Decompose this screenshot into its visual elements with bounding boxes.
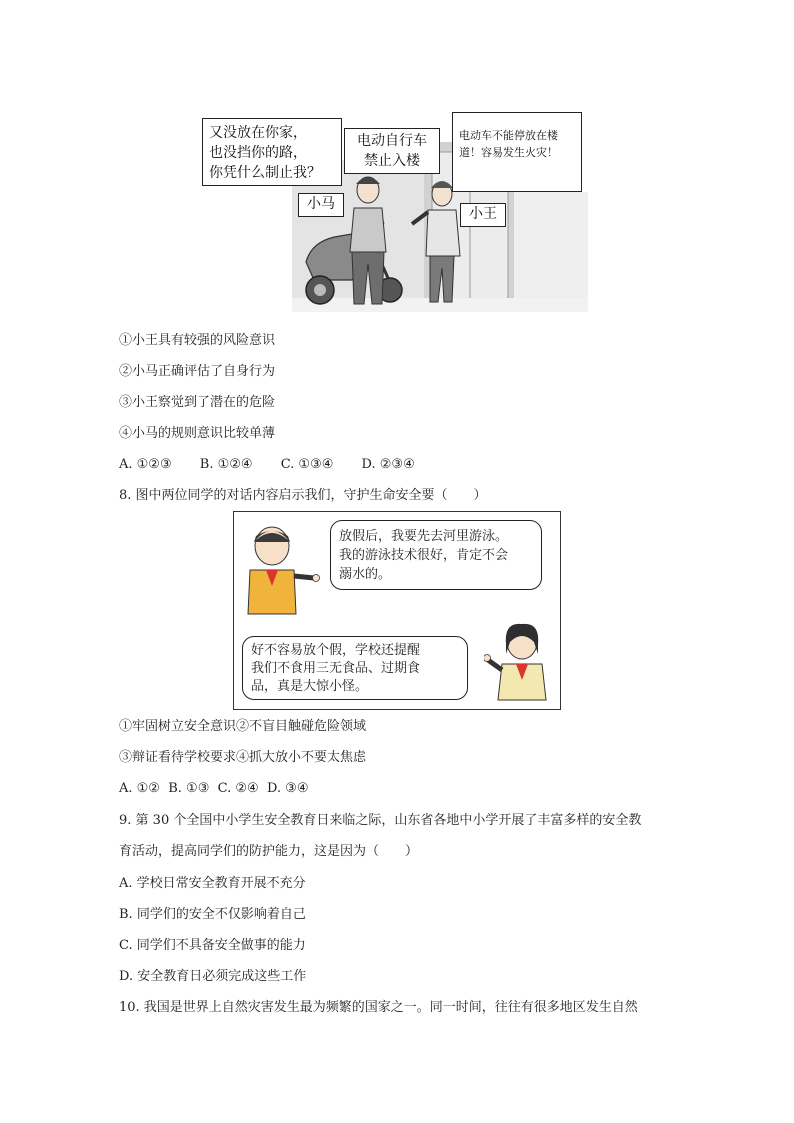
bubble-line: 放假后，我要先去河里游泳。 xyxy=(339,529,509,544)
bubble-line: 又没放在你家， xyxy=(209,125,307,141)
q8-stem: 8. 图中两位同学的对话内容启示我们，守护生命安全要（ ） xyxy=(119,488,487,503)
option-c: C. ①③④ xyxy=(280,457,334,472)
bubble-line: 你凭什么制止我？ xyxy=(209,165,321,181)
bubble-line: 电动车不能停放在楼 xyxy=(459,129,558,142)
bubble-line: 道！容易发生火灾！ xyxy=(459,146,558,159)
sign-line: 禁止入楼 xyxy=(364,153,420,169)
q8-statement: ①牢固树立安全意识②不盲目触碰危险领域 xyxy=(119,719,367,734)
speech-bubble-xiaoma xyxy=(202,118,342,186)
figure-dialogue-frame xyxy=(233,511,561,710)
q8-statement: ③辩证看待学校要求④抓大放小不要太焦虑 xyxy=(119,750,367,765)
girl-figure xyxy=(484,620,556,702)
q9-option-b: B. 同学们的安全不仅影响着自己 xyxy=(119,907,306,922)
q7-options xyxy=(119,457,415,473)
option-d: D. ②③④ xyxy=(361,457,415,472)
q10-stem: 10. 我国是世界上自然灾害发生最为频繁的国家之一。同一时间，往往有很多地区发生自然 xyxy=(119,1000,638,1015)
bubble-line: 也没挡你的路， xyxy=(209,145,307,161)
q7-statement: ①小王具有较强的风险意识 xyxy=(119,333,276,348)
q9-option-d: D. 安全教育日必须完成这些工作 xyxy=(119,969,307,984)
q9-option-a: A. 学校日常安全教育开展不充分 xyxy=(119,876,306,891)
q9-stem: 9. 第 30 个全国中小学生安全教育日来临之际，山东省各地中小学开展了丰富多样的安全教 xyxy=(119,813,642,828)
name-tag-xiaoma: 小马 xyxy=(298,193,344,217)
q9-option-c: C. 同学们不具备安全做事的能力 xyxy=(119,938,306,953)
boy-figure xyxy=(240,520,320,620)
speech-bubble-xiaowang xyxy=(452,112,582,192)
q8-options: A. ①② B. ①③ C. ②④ D. ③④ xyxy=(119,781,309,796)
bubble-line: 溺水的。 xyxy=(339,567,392,582)
q7-statement: ③小王察觉到了潜在的危险 xyxy=(119,395,276,410)
speech-bubble-boy xyxy=(330,520,542,590)
q9-stem-continued: 育活动，提高同学们的防护能力，这是因为（ ） xyxy=(119,844,419,859)
sign-line: 电动自行车 xyxy=(357,133,427,149)
no-ebike-sign xyxy=(344,128,440,174)
bubble-line: 我的游泳技术很好，肯定不会 xyxy=(339,548,509,563)
bubble-line: 品，真是大惊小怪。 xyxy=(251,679,369,694)
speech-bubble-girl xyxy=(242,636,468,700)
q7-statement: ④小马的规则意识比较单薄 xyxy=(119,426,276,441)
option-b: B. ①②④ xyxy=(199,457,253,472)
bubble-line: 好不容易放个假，学校还提醒 xyxy=(251,643,421,658)
q7-statement: ②小马正确评估了自身行为 xyxy=(119,364,276,379)
name-tag-xiaowang: 小王 xyxy=(460,203,506,227)
option-a: A. ①②③ xyxy=(119,457,172,472)
bubble-line: 我们不食用三无食品、过期食 xyxy=(251,661,421,676)
